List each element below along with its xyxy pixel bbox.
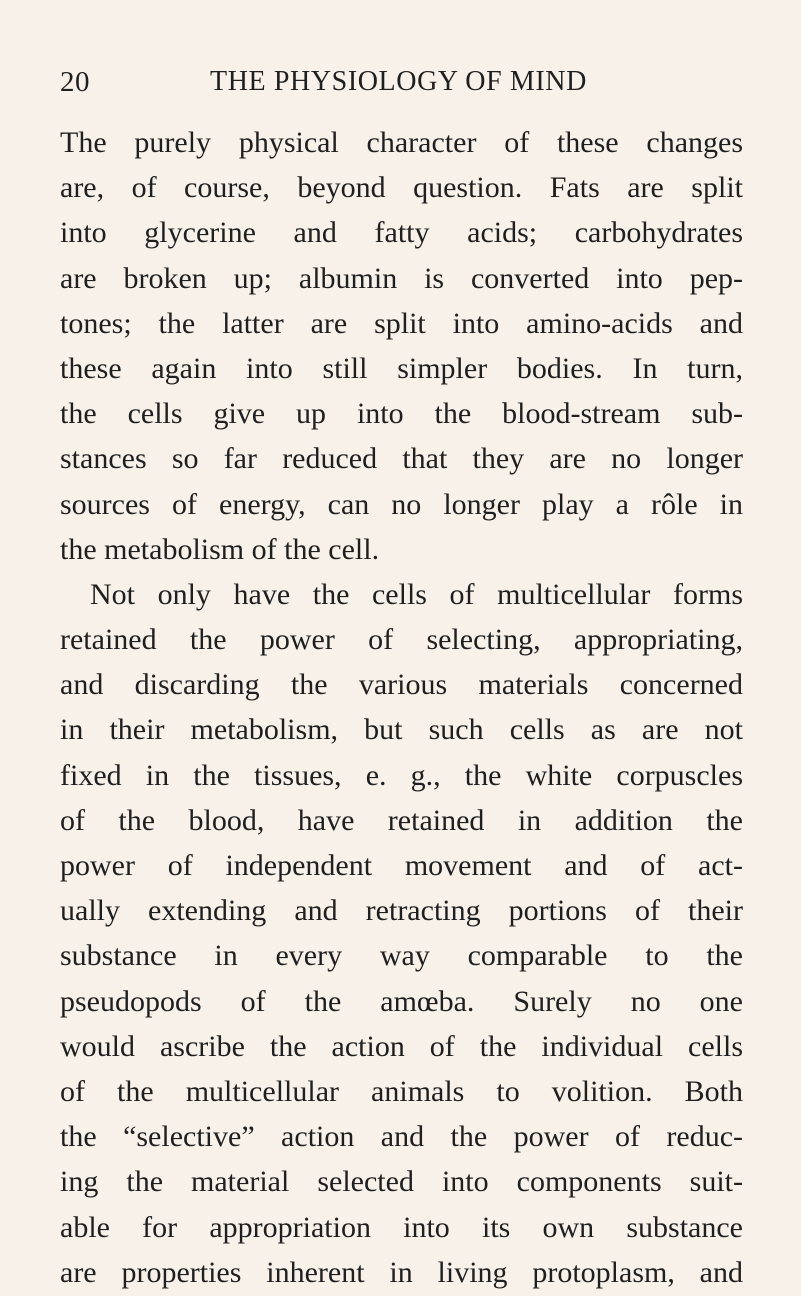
text-line: these again into still simpler bodies. In turn, [60,351,743,385]
text-line: and discarding the various materials concerned [60,668,743,702]
text-line: are properties inherent in living protoplasm, and [60,1255,743,1289]
text-line: able for appropriation into its own substance [60,1210,743,1244]
running-title: THE PHYSIOLOGY OF MIND [210,66,587,97]
running-head [60,66,743,106]
text-line: pseudopods of the amœba. Surely no one [60,984,743,1018]
text-line: the metabolism of the cell. [60,532,380,566]
text-line: Not only have the cells of multicellular forms [90,577,743,611]
text-line: substance in every way comparable to the [60,939,743,973]
text-line: of the blood, have retained in addition the [60,803,743,837]
text-line: of the multicellular animals to volition. Both [60,1074,743,1108]
page-number: 20 [60,66,90,98]
text-line: in their metabolism, but such cells as are not [60,713,743,747]
body-text [60,120,743,1295]
text-line: the “selective” action and the power of reduc- [60,1120,743,1154]
text-line: retained the power of selecting, appropriating, [60,623,743,657]
text-line: the cells give up into the blood-stream sub- [60,397,743,431]
text-line: are, of course, beyond question. Fats are split [60,171,743,205]
text-line: power of independent movement and of act- [60,849,743,882]
text-line: stances so far reduced that they are no longer [60,442,743,476]
text-line: tones; the latter are split into amino-acids and [60,306,743,340]
text-line: ually extending and retracting portions of their [60,894,743,928]
text-line: are broken up; albumin is converted into pep- [60,261,743,295]
text-line: ing the material selected into components suit- [60,1165,743,1199]
text-line: sources of energy, can no longer play a rôle in [60,487,743,521]
text-line: into glycerine and fatty acids; carbohydrates [60,216,743,250]
text-line: fixed in the tissues, e. g., the white corpuscles [60,758,743,792]
text-line: would ascribe the action of the individual cells [60,1029,743,1063]
text-line: The purely physical character of these changes [60,126,743,159]
